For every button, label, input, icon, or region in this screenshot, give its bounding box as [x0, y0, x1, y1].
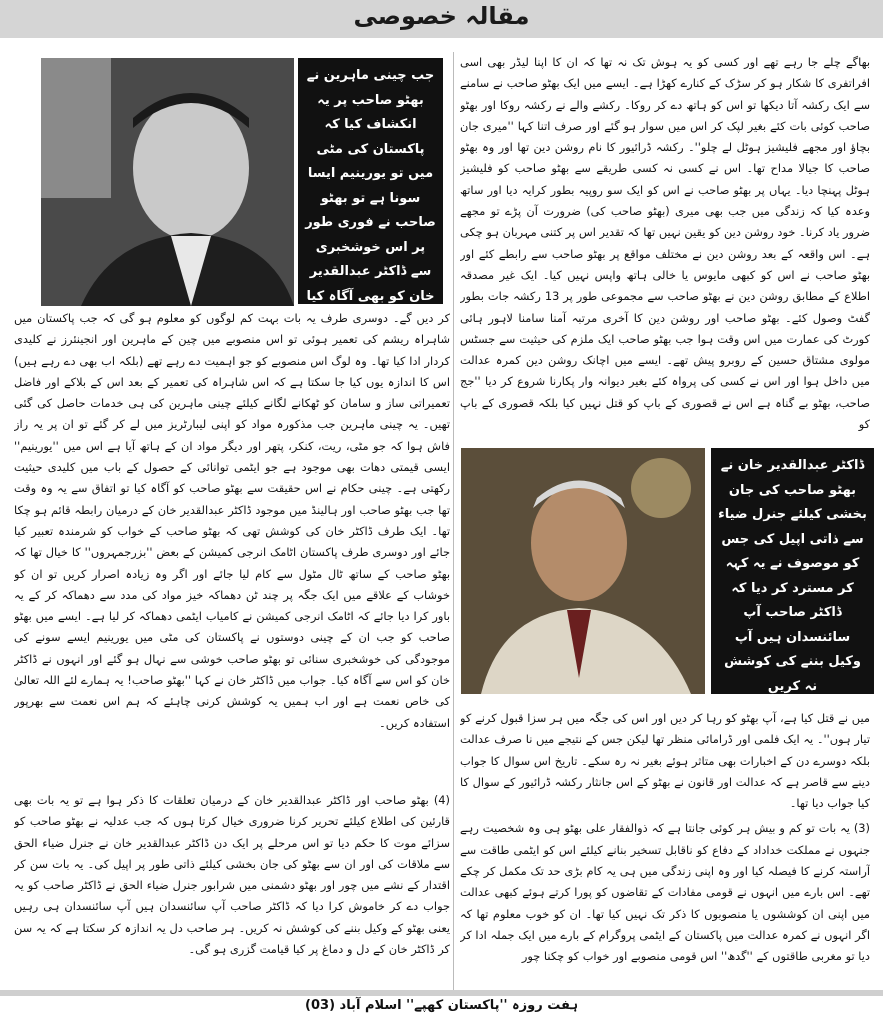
portrait-qadeer-illustration — [461, 448, 705, 694]
paragraph: بھاگے چلے جا رہے تھے اور کسی کو یہ ہوش تک نہ تھا کہ ان کا اپنا لیڈر بھی اسی افراتفری کا شکار ہو کر سڑک کے کنارے کھڑا ہے۔ ایسے میں ایک بھٹو صاحب نے سامنے سے ایک رکشہ آتا دیکھا تو اس کو ہاتھ دے کر روکا۔ رکشے والے نے رکشہ روکا اور بھٹو صاحب کوئی بات کئے بغیر لپک کر اس میں سوار ہو گئے اور صرف اتنا کہا ''میری جان بچاؤ اور مجھے فلیشیز ہوٹل لے چلو''۔ رکشہ ڈرائیور کا نام روشن دین تھا اور وہ بھٹو صاحب کا جیالا مداح تھا۔ اس نے کسی نہ کسی طریقے سے بھٹو صاحب کو فلیشیز ہوٹل پہنچا دیا۔ یہاں پر بھٹو صاحب نے اس کو ایک سو روپیہ بطور کرایہ دیا اور ساتھ وعدہ کیا کہ زندگی میں جب بھی میری (بھٹو صاحب کی) ضرورت آن پڑے تو مجھے ضرور یاد کرنا۔ خود روشن دین کو یقین نہیں تھا کہ تقدیر اس پر کتنی مہربان ہو چکی ہے۔ اس واقعہ کے بعد روشن دین نے مختلف مواقع پر بھٹو صاحب سے رابطے کئے اور بھٹو صاحب نے اس کو کبھی مایوس یا خالی ہاتھ واپس نہیں کیا۔ ایک غیر مصدقہ اطلاع کے مطابق روشن دین نے بھٹو صاحب سے مجموعی طور پر 13 رکشہ جات بطور گفٹ وصول کئے۔ بھٹو صاحب اور روشن دین کا آخری مرتبہ آمنا سامنا لاہور ہائی کورٹ کی عمارت میں اس وقت ہوا جب بھٹو صاحب ایک ملزم کی حیثیت سے جسٹس مولوی مشتاق حسین کے روبرو پیش تھے۔ ایسے میں اچانک روشن دین کمرہ عدالت میں داخل ہوا اور اس نے کسی کی پرواہ کئے بغیر دیوانہ وار پکارنا شروع کر دیا ''جج صاحب، بھٹو بے گناہ ہے اس نے قصوری کے باپ کو قتل نہیں کیا بلکہ قصوری کے باپ کو — [460, 55, 870, 432]
portrait-photo-dr-qadeer-khan — [461, 448, 705, 694]
article-column-right-top — [460, 52, 870, 432]
pull-quote-2: ڈاکٹر عبدالقدیر خان نے بھٹو صاحب کی جان بخشی کیلئے جنرل ضیاء سے ذاتی اپیل کی جس کو موصوف نے یہ کہہ کر مسترد کر دیا کہ ڈاکٹر صاحب آپ سائنسدان ہیں آپ وکیل بننے کی کوشش نہ کریں — [711, 448, 874, 694]
paragraph-section-3: (3) یہ بات تو کم و بیش ہر کوئی جانتا ہے کہ ذوالفقار علی بھٹو ہی وہ شخصیت رہے جنہوں نے مملکت خداداد کے دفاع کو ناقابل تسخیر بنانے کیلئے اس کو ایٹمی طاقت سے آراستہ کرنے کا فیصلہ کیا اور وہ اپنی زندگی میں ہی یہ کام بڑی حد تک مکمل کر چکے تھے۔ اس بارے میں انہوں نے قومی مفادات کے تقاضوں کو پورا کرتے ہوئے کبھی عدالت میں اپنی ان کوششوں یا منصوبوں کا ذکر تک نہیں کیا تھا۔ ان کو خوب معلوم تھا کہ اگر انہوں نے کمرہ عدالت میں پاکستان کے ایٹمی پروگرام کے بارے میں ایک جملہ ادا کر دیا تو مغربی طاقتوں کے ''گدھ'' اس قومی منصوبے اور خواب کو چکنا چور — [460, 821, 870, 964]
paragraph: میں نے قتل کیا ہے، آپ بھٹو کو رہا کر دیں اور اس کی جگہ میں ہر سزا قبول کرنے کو تیار ہوں''۔ یہ ایک فلمی اور ڈرامائی منظر تھا لیکن جس کے نتیجے میں نا صرف عدالت بلکہ دوسرے دن کے اخبارات بھی متاثر ہوئے بغیر نہ رہ سکے۔ تاریخ اس سوال کا جواب دینے سے قاصر ہے کہ عدالت اور قانون نے بھٹو کے اس جانثار رکشہ ڈرائیور کے سوال کا کیا جواب دیا تھا۔ — [460, 711, 870, 811]
footer-rule — [0, 990, 883, 996]
paragraph: کر دیں گے۔ دوسری طرف یہ بات بہت کم لوگوں کو معلوم ہو گی کہ جب پاکستان میں شاہراہ ریشم کی تعمیر ہوئی تو اس منصوبے میں چین کے ماہرین اور انجینئرز نے کلیدی کردار ادا کیا تھا۔ وہ لوگ اس منصوبے کو جو اہمیت دے رہے تھے (بلکہ اب بھی دے رہے ہیں) اس کا اندازہ یوں کیا جا سکتا ہے کہ اس شاہراہ کی تعمیر کے بعد اس کے بلاکے اور فاضل تعمیراتی ساز و سامان کو ٹھکانے لگانے کیلئے چینی ماہرین کی ہی خدمات حاصل کی گئی تھیں۔ یہ چینی ماہرین جب مذکورہ مواد کو اپنی لیبارٹریز میں لے کر گئے تو ان پر یہ راز فاش ہوا کہ جو مٹی، ریت، کنکر، پتھر اور دیگر مواد ان کے ہاتھ آیا ہے اس میں ''یورینیم'' ایسی قیمتی دھات بھی موجود ہے جو ایٹمی توانائی کے حصول کے باب میں کلیدی حیثیت رکھتی ہے۔ چینی حکام نے اس حقیقت سے بھٹو صاحب کو آگاہ کیا تو اتفاق سے یہ وہ وقت تھا جب بھٹو صاحب اور ہالینڈ میں موجود ڈاکٹر عبدالقدیر خان کے درمیان رابطہ قائم ہو چکا تھا۔ ایک طرف ڈاکٹر خان کی کوشش تھی کہ بھٹو صاحب کے خواب کو شرمندہ تعبیر کیا جائے اور دوسری طرف پاکستان اٹامک انرجی کمیشن کے بعض ''بزرجمہروں'' کا خیال تھا کہ بھٹو صاحب کے ساتھ ٹال مٹول سے کام لیا جائے اور اگر وہ زیادہ اصرار کریں تو ان کو خوشاب کے علاقے میں ایک جگہ پر چند ٹن دھماکہ خیز مواد کی مدد سے دھماکہ کر کے یہ باور کرا دیا جائے کہ اٹامک انرجی کمیشن نے کامیاب ایٹمی دھماکہ کر لیا ہے۔ ایسے میں بھٹو صاحب کو جب ان کے چینی دوستوں نے پاکستان کی مٹی میں یورینیم ایسے سونے کی موجودگی کی خوشخبری سنائی تو بھٹو صاحب خوشی سے نہال ہو گئے اور انہوں نے ڈاکٹر خان کو اس سے آگاہ کیا۔ جواب میں ڈاکٹر خان نے کہا ''بھٹو صاحب! یہ ہمارے لئے اللہ تعالیٰ کی خاص نعمت ہے اور اب ہمیں یہ کوشش کرنی چاہئے کہ ہم اس نعمت سے بھرپور استفادہ کریں۔ — [14, 311, 450, 730]
article-column-left — [14, 308, 450, 784]
section-title: مقالہ خصوصی — [353, 2, 530, 30]
article-column-left-bottom — [14, 790, 450, 986]
portrait-photo-bhutto — [41, 58, 294, 306]
paragraph-section-4: (4) بھٹو صاحب اور ڈاکٹر عبدالقدیر خان کے درمیان تعلقات کا ذکر ہوا ہے تو یہ بات بھی قارئین کی اطلاع کیلئے تحریر کرنا ضروری خیال کرتا ہوں کہ جب عدلیہ نے بھٹو صاحب کو سزائے موت کا حکم دیا تو اس مرحلے پر ایک دن ڈاکٹر عبدالقدیر خان نے جنرل ضیاء الحق سے ملاقات کی اور ان سے بھٹو کی جان بخشی کیلئے ذاتی طور پر اپیل کی۔ یہ بات سن کر اقتدار کے نشے میں چور اور بھٹو دشمنی میں شرابور جنرل ضیاء الحق نے ڈاکٹر صاحب کو یہ جواب دے کر خاموش کرا دیا کہ ڈاکٹر صاحب آپ سائنسدان ہیں آپ سائنسدان ہی رہیں یعنی بھٹو کے وکیل بننے کی کوشش نہ کریں۔ ہر صاحب دل یہ اندازہ کر سکتا ہے کہ یہ سن کر ڈاکٹر خان کے دل و دماغ پر کیا قیامت گزری ہو گی۔ — [14, 793, 450, 957]
article-column-right-bottom — [460, 708, 870, 990]
portrait-bhutto-illustration — [41, 58, 294, 306]
column-divider — [453, 52, 454, 992]
footer-publication-line: ہفت روزہ ''پاکستان کھپے'' اسلام آباد (03) — [305, 998, 578, 1013]
pull-quote-1: جب چینی ماہرین نے بھٹو صاحب پر یہ انکشاف کیا کہ پاکستان کی مٹی میں تو یورینیم ایسا سونا ہے تو بھٹو صاحب نے فوری طور پر اس خوشخبری سے ڈاکٹر عبدالقدیر خان کو بھی آگاہ کیا — [298, 58, 443, 304]
